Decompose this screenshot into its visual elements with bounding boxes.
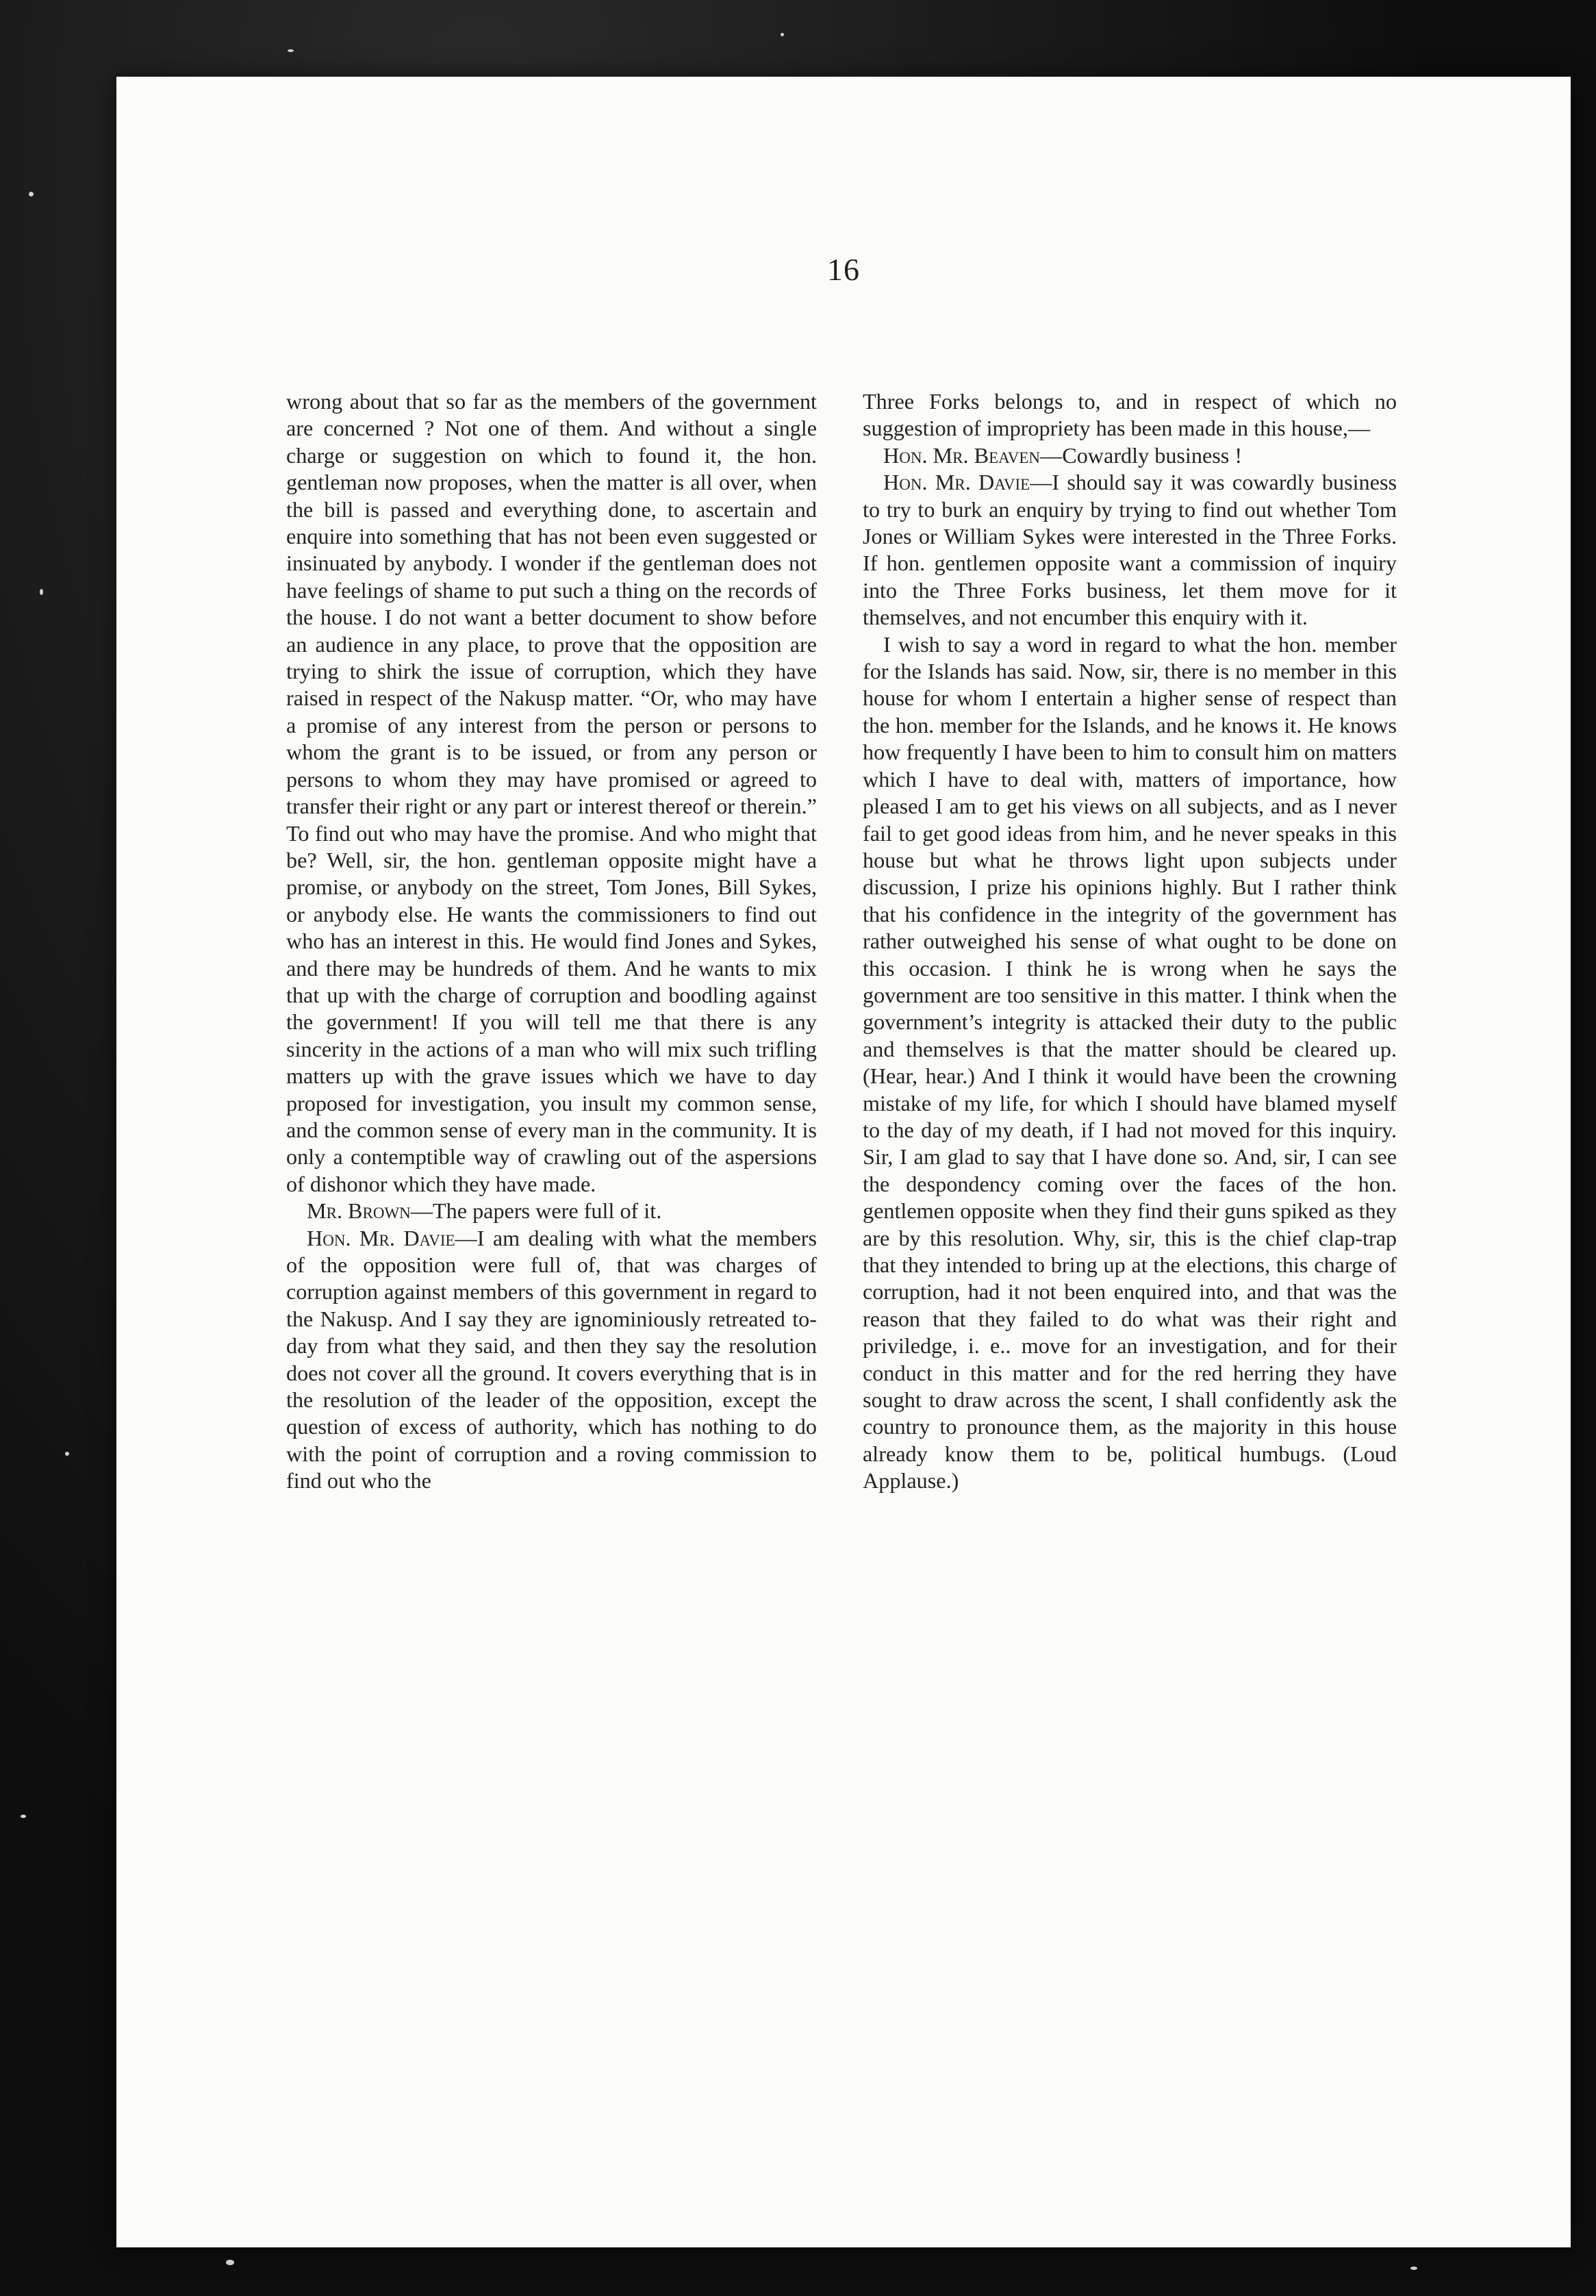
paragraph-text: Three Forks belongs to, and in respect of which no suggestion of impropriety has been made in this house,— [863, 389, 1397, 441]
left-column [286, 388, 817, 1495]
film-speck [288, 49, 294, 52]
film-speck [1410, 2267, 1417, 2270]
paragraph-text: —The papers were full of it. [410, 1198, 662, 1224]
film-speck [29, 192, 34, 197]
speaker-name: Hon. Mr. Davie [883, 470, 1030, 495]
paragraph-text: —I should say it was cowardly business to try to burk an enquiry by trying to find out whether Tom Jones or William Sykes were interested in the Three Forks. If hon. gentlemen opposite want a commission of inquiry into the Three Forks business, let them move for it themselves, and not encumber this enquiry with it. [863, 470, 1397, 630]
film-speck [21, 1815, 26, 1818]
page-number: 16 [827, 252, 860, 287]
paragraph [286, 1198, 817, 1224]
right-column [863, 388, 1397, 1495]
film-speck [781, 33, 784, 36]
film-speck [65, 1452, 69, 1456]
film-speck [226, 2260, 234, 2265]
paragraph [863, 388, 1397, 442]
paragraph [863, 442, 1397, 469]
paragraph-text: wrong about that so far as the members of the government are concerned ? Not one of them. And without a single charge or suggestion on which to found it, the hon. gentleman now proposes, when the matter is all over, when the bill is passed and everything done, to ascertain and enquire into something that has not been even suggested or insinuated by anybody. I wonder if the gentleman does not have feelings of shame to put such a thing on the records of the house. I do not want a better document to show before an audience in any place, to prove that the opposition are trying to shirk the issue of corruption, which they have raised in respect of the Nakusp matter. “Or, who may have a promise of any interest from the person or persons to whom the grant is to be issued, or from any person or persons to whom they may have promised or agreed to transfer their right or any part or interest thereof or therein.” To find out who may have the promise. And who might that be? Well, sir, the hon. gentleman opposite might have a promise, or anybody on the street, Tom Jones, Bill Sykes, or anybody else. He wants the commissioners to find out who has an interest in this. He would find Jones and Sykes, and there may be hundreds of them. And he wants to mix that up with the charge of corruption and boodling against the government! If you will tell me that there is any sincerity in the actions of a man who will mix such trifling matters up with the grave issues which we have to day proposed for investigation, you insult my common sense, and the common sense of every man in the community. It is only a contemptible way of crawling out of the aspersions of dishonor which they have made. [286, 389, 817, 1196]
page-edge-mark [1572, 1609, 1582, 1657]
speaker-name: Mr. Brown [307, 1198, 411, 1224]
document-page [116, 77, 1571, 2247]
paragraph-text: I wish to say a word in regard to what the hon. member for the Islands has said. Now, sir, there is no member in this house for whom I entertain a higher sense of respect than the hon. member for the Islands, and he knows it. He knows how frequently I have been to him to consult him on matters which I have to deal with, matters of importance, how pleased I am to get his views on all subjects, and as I never fail to get good ideas from him, and he never speaks in this house but what he throws light upon subjects under discussion, I prize his opinions highly. But I rather think that his confidence in the integrity of the government has rather outweighed his sense of what ought to be done on this occasion. I think he is wrong when he says the government are too sensitive in this matter. I think when the government’s integrity is attacked their duty to the public and themselves is that the matter should be cleared up. (Hear, hear.) And I think it would have been the crowning mistake of my life, for which I should have blamed myself to the day of my death, if I had not moved for this inquiry. Sir, I am glad to say that I have done so. And, sir, I can see the despondency coming over the faces of the hon. gentlemen opposite when they find their guns spiked as they are by this resolution. Why, sir, this is the chief clap-trap that they intended to bring up at the elections, this charge of corruption, had it not been enquired into, and that was the reason that they failed to do what was their right and priviledge, i. e.. move for an investigation, and for their conduct in this matter and for the red herring they have sought to draw across the scent, I shall confidently ask the country to pronounce them, as the majority in this house already know them to be, political humbugs. (Loud Applause.) [863, 631, 1397, 1493]
paragraph [863, 469, 1397, 631]
paragraph [863, 631, 1397, 1495]
speaker-name: Hon. Mr. Davie [307, 1225, 455, 1250]
paragraph-text: —Cowardly business ! [1040, 442, 1243, 468]
paragraph-text: —I am dealing with what the members of the opposition were full of, that was charges of corruption against members of this government in regard to the Nakusp. And I say they are ignominiously retreated to-day from what they said, and then they say the resolution does not cover all the ground. It covers everything that is in the resolution of the leader of the opposition, except the question of excess of authority, which has nothing to do with the point of corruption and a roving commission to find out who the [286, 1225, 817, 1493]
film-speck [40, 589, 43, 595]
paragraph [286, 388, 817, 1198]
speaker-name: Hon. Mr. Beaven [883, 442, 1041, 468]
paragraph [286, 1225, 817, 1495]
